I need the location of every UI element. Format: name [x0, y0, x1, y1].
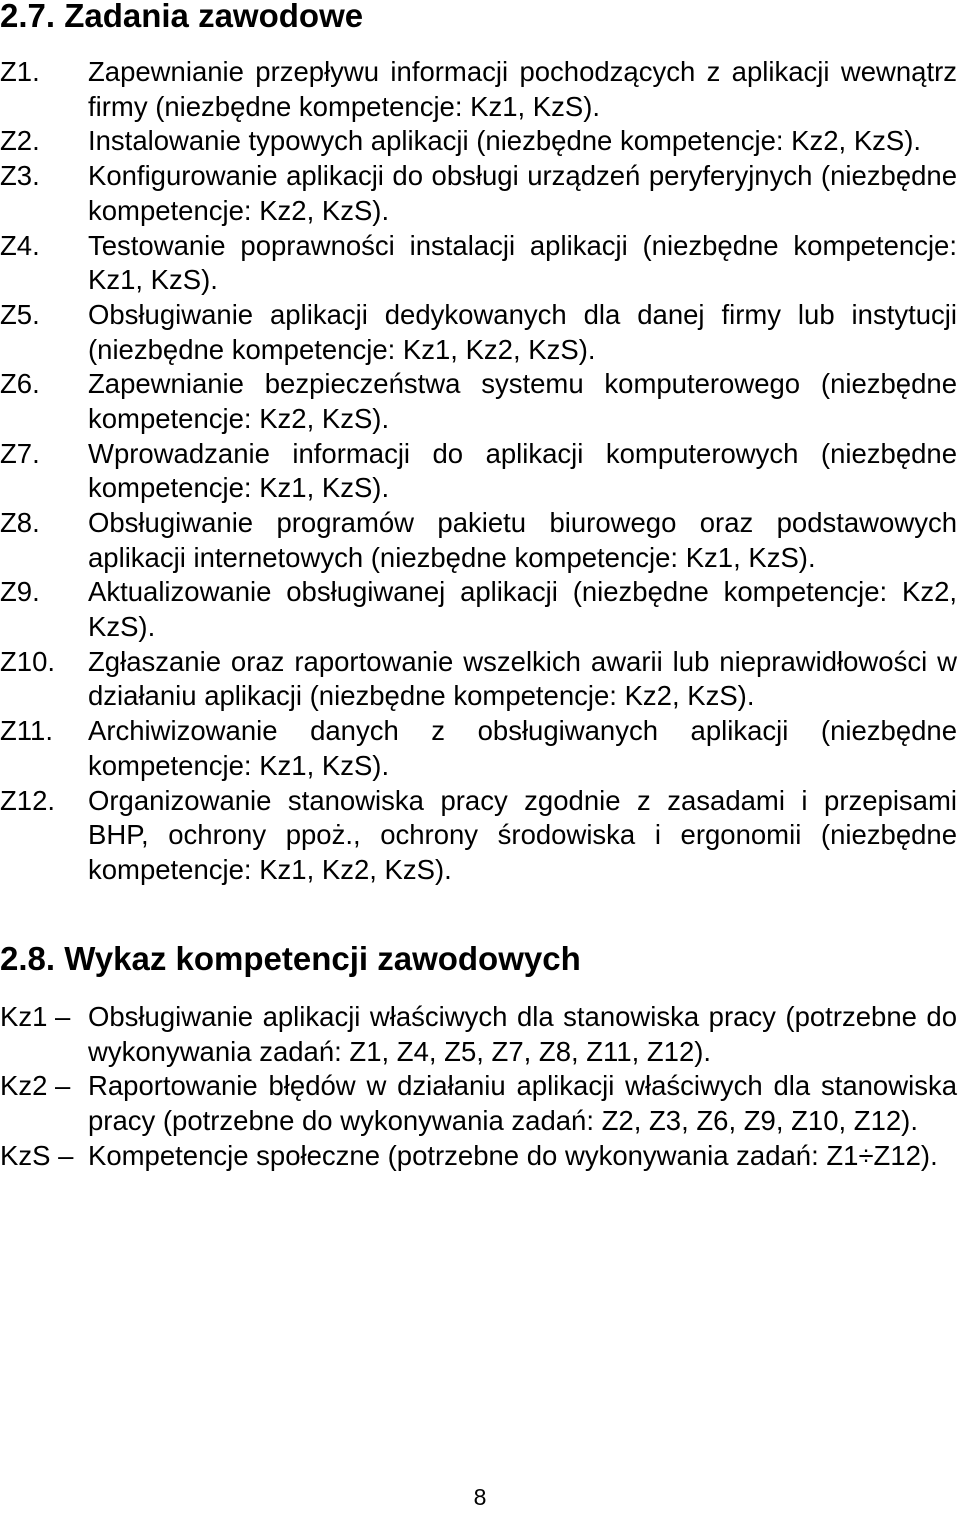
- task-item: [0, 506, 957, 575]
- competence-item: [0, 1139, 957, 1174]
- task-code: Z1.: [0, 56, 40, 87]
- task-code: Z12.: [0, 784, 56, 816]
- task-code: Z7.: [0, 437, 40, 469]
- task-text: Konfigurowanie aplikacji do obsługi urządzeń peryferyjnych (niezbędne kompetencje: Kz2, KzS).: [88, 160, 957, 226]
- competence-code: Kz1 –: [0, 1001, 71, 1032]
- competence-list: [0, 1000, 957, 1173]
- competence-code: Kz2 –: [0, 1070, 71, 1102]
- task-item: [0, 645, 957, 714]
- task-code: Z11.: [0, 715, 53, 747]
- task-item: [0, 124, 957, 159]
- task-item: [0, 714, 957, 783]
- task-text: Instalowanie typowych aplikacji (niezbędne kompetencje: Kz2, KzS).: [88, 125, 922, 157]
- task-text: Obsługiwanie aplikacji dedykowanych dla danej firmy lub instytucji (niezbędne kompetencje: Kz1, Kz2, KzS).: [88, 298, 957, 365]
- competence-text: Raportowanie błędów w działaniu aplikacji właściwych dla stanowiska pracy (potrzebne do wykonywania zadań: Z2, Z3, Z6, Z9, Z10, Z12).: [88, 1070, 957, 1136]
- task-text: Zapewnianie bezpieczeństwa systemu komputerowego (niezbędne kompetencje: Kz2, KzS).: [88, 368, 957, 434]
- task-code: Z4.: [0, 229, 40, 261]
- task-text: Obsługiwanie programów pakietu biurowego oraz podstawowych aplikacji internetowych (niezbędne kompetencje: Kz1, KzS).: [88, 507, 957, 573]
- task-text: Zapewnianie przepływu informacji pochodzących z aplikacji wewnątrz firmy (niezbędne kompetencje: Kz1, KzS).: [88, 56, 957, 122]
- task-item: [0, 784, 957, 888]
- competence-text: Obsługiwanie aplikacji właściwych dla stanowiska pracy (potrzebne do wykonywania zadań: Z1, Z4, Z5, Z7, Z8, Z11, Z12).: [88, 1001, 957, 1067]
- task-text: Wprowadzanie informacji do aplikacji komputerowych (niezbędne kompetencje: Kz1, KzS).: [88, 437, 957, 504]
- section-heading-tasks: 2.7. Zadania zawodowe: [0, 0, 364, 34]
- task-item: [0, 367, 957, 436]
- task-item: [0, 159, 957, 228]
- page-number: 8: [473, 1484, 487, 1510]
- task-code: Z3.: [0, 160, 40, 192]
- task-list: [0, 55, 957, 887]
- task-item: [0, 298, 957, 367]
- task-text: Archiwizowanie danych z obsługiwanych aplikacji (niezbędne kompetencje: Kz1, KzS).: [88, 715, 957, 781]
- task-code: Z5.: [0, 298, 40, 330]
- task-item: [0, 437, 957, 506]
- competence-text: Kompetencje społeczne (potrzebne do wykonywania zadań: Z1÷Z12).: [88, 1139, 938, 1171]
- task-code: Z9.: [0, 576, 40, 608]
- competence-code: KzS –: [0, 1139, 74, 1171]
- task-code: Z6.: [0, 368, 40, 400]
- task-item: [0, 229, 957, 298]
- competence-item: [0, 1000, 957, 1069]
- task-code: Z2.: [0, 125, 40, 157]
- competence-item: [0, 1069, 957, 1138]
- task-code: Z8.: [0, 507, 40, 539]
- task-item: [0, 55, 957, 124]
- task-text: Testowanie poprawności instalacji aplikacji (niezbędne kompetencje: Kz1, KzS).: [88, 229, 957, 296]
- task-item: [0, 575, 957, 644]
- task-text: Zgłaszanie oraz raportowanie wszelkich awarii lub nieprawidłowości w działaniu aplikacji (niezbędne kompetencje: Kz2, KzS).: [88, 645, 957, 712]
- task-text: Aktualizowanie obsługiwanej aplikacji (niezbędne kompetencje: Kz2, KzS).: [88, 576, 957, 642]
- task-code: Z10.: [0, 645, 56, 677]
- task-text: Organizowanie stanowiska pracy zgodnie z zasadami i przepisami BHP, ochrony ppoż., ochrony środowiska i ergonomii (niezbędne kompetencje: Kz1, Kz2, KzS).: [88, 784, 957, 885]
- section-heading-competences: 2.8. Wykaz kompetencji zawodowych: [0, 940, 581, 977]
